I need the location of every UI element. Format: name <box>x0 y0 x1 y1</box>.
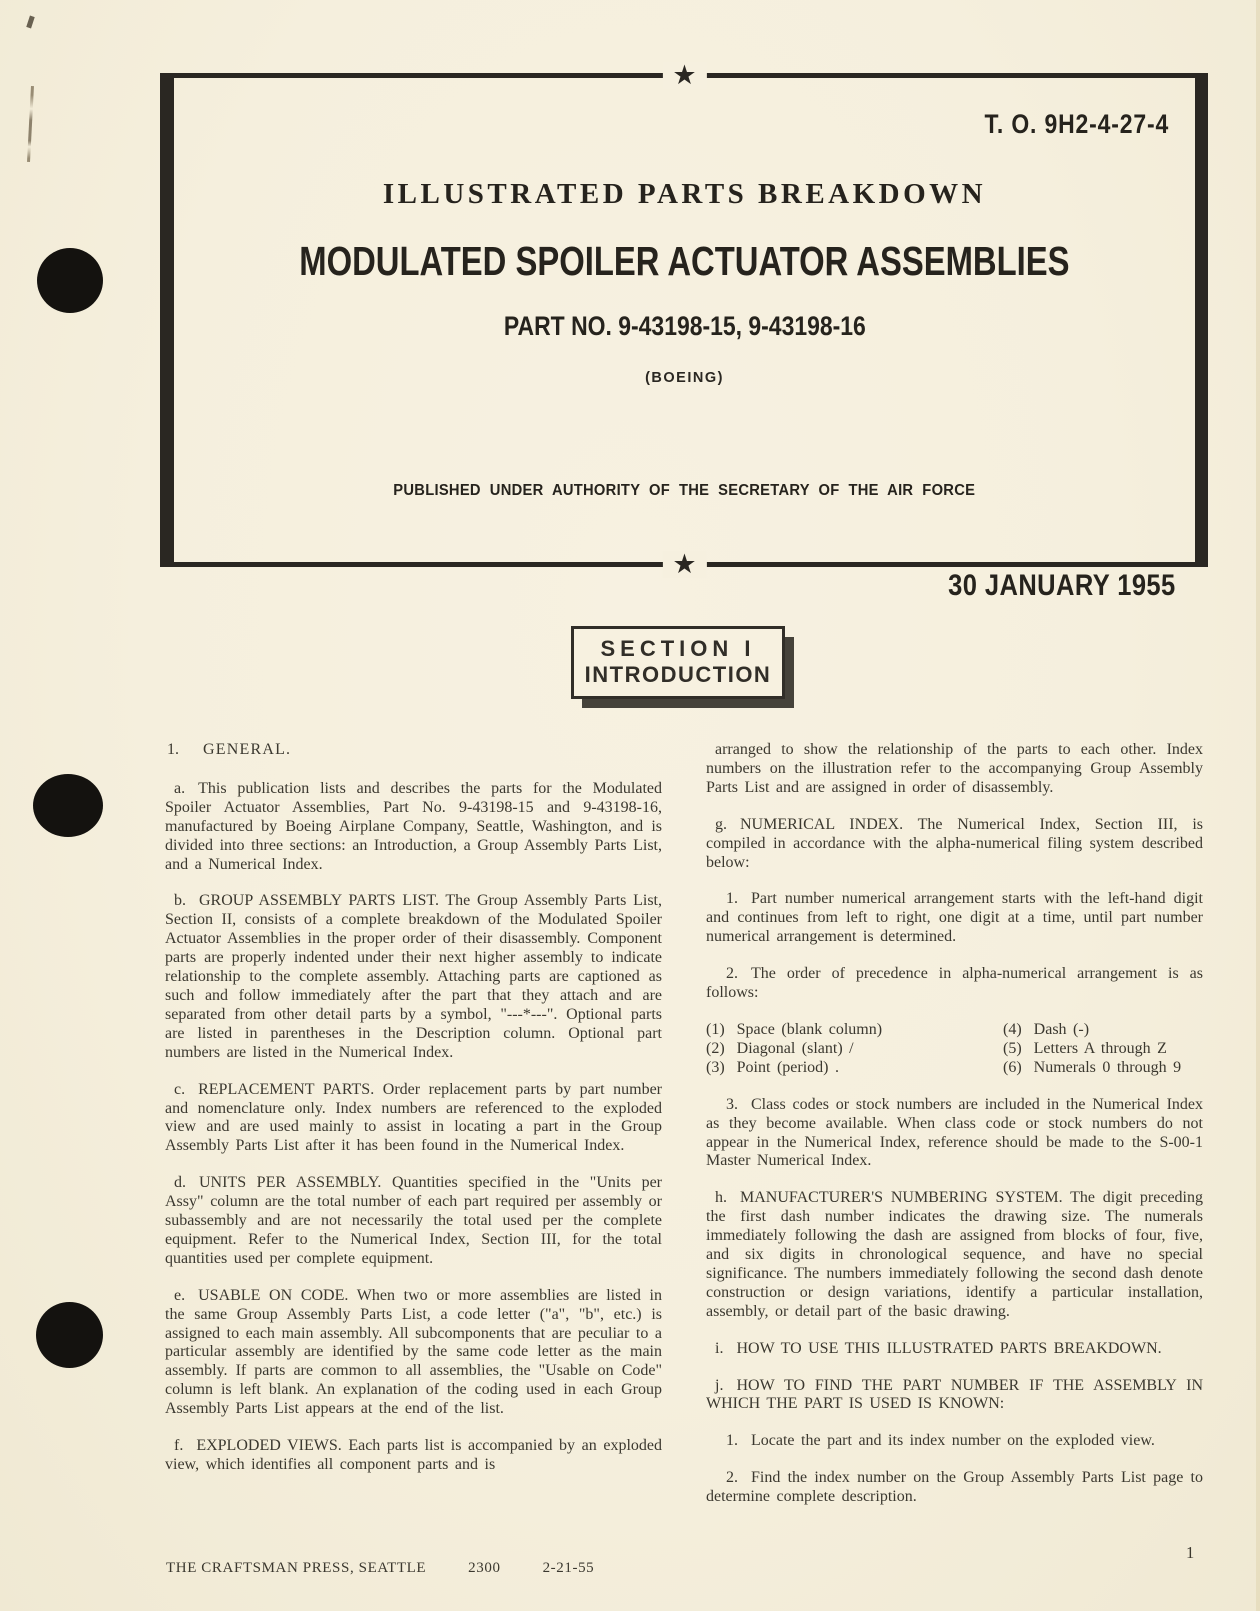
document-type-heading: ILLUSTRATED PARTS BREAKDOWN <box>382 178 987 210</box>
part-number-line: PART NO. 9-43198-15, 9-43198-16 <box>503 311 866 341</box>
manufacturer-line: (BOEING) <box>645 370 724 386</box>
punch-hole <box>36 1302 103 1368</box>
printer-code: 2300 <box>468 1560 501 1576</box>
section-banner <box>571 626 785 699</box>
paragraph: a. This publication lists and describes the parts for the Modulated Spoiler Actuator Assemblies, Part No. 9-43198-15 and 9-43198-16, manufactured by Boeing Airplane Company, Seattle, Washington, and is divided into three sections: an Introduction, a Group Assembly Parts List, and a Numerical Index. <box>165 779 662 873</box>
paragraph: f. EXPLODED VIEWS. Each parts list is accompanied by an exploded view, which identifies all component parts and is <box>165 1437 662 1473</box>
precedence-item: (1) Space (blank column) <box>706 1020 883 1038</box>
precedence-item: (4) Dash (-) <box>1003 1020 1090 1038</box>
paragraph: 2. The order of precedence in alpha-numerical arrangement is as follows: <box>706 965 1203 1002</box>
authority-line: PUBLISHED UNDER AUTHORITY OF THE SECRETARY OF THE AIR FORCE <box>393 482 976 499</box>
precedence-list <box>706 1021 1203 1078</box>
paragraph: b. GROUP ASSEMBLY PARTS LIST. The Group Assembly Parts List, Section II, consists of a complete breakdown of the Modulated Spoiler Actuator Assemblies in the proper order of their disassembly. Component parts are properly indented under their next higher assembly to indicate relationship to the complete assembly. Attaching parts are captioned as such and follow immediately after the part that they attach and are separated from other detail parts by a symbol, "---*---". Optional parts are listed in parentheses in the Description column. Optional part numbers are listed in the Numerical Index. <box>165 892 662 1061</box>
printer-line <box>166 1560 594 1577</box>
printer-name: THE CRAFTSMAN PRESS, SEATTLE <box>166 1560 427 1576</box>
section-banner-line1: SECTION I <box>600 636 756 661</box>
precedence-item: (2) Diagonal (slant) / <box>706 1039 854 1057</box>
paragraph: g. NUMERICAL INDEX. The Numerical Index, Section III, is compiled in accordance with the alpha-numerical filing system described below: <box>706 815 1203 871</box>
printer-date: 2-21-55 <box>542 1560 595 1576</box>
document-title: MODULATED SPOILER ACTUATOR ASSEMBLIES <box>299 238 1070 284</box>
right-column <box>706 741 1203 1525</box>
punch-hole <box>33 774 103 837</box>
paragraph-heading: 1. GENERAL. <box>167 741 292 758</box>
paragraph: 1. Part number numerical arrangement starts with the left-hand digit and continues from left to right, one digit at a time, until part number numerical arrangement is determined. <box>706 890 1203 946</box>
punch-hole <box>37 248 103 313</box>
publication-date: 30 JANUARY 1955 <box>948 569 1176 602</box>
paragraph: e. USABLE ON CODE. When two or more assemblies are listed in the same Group Assembly Parts List, a code letter ("a", "b", etc.) is assigned to each main assembly. All subcomponents that are peculiar to a particular assembly are identified by the same code letter as the main assembly. If parts are common to all assemblies, the "Usable on Code" column is left blank. An explanation of the coding used in each Group Assembly Parts List appears at the end of the list. <box>165 1286 662 1418</box>
title-block <box>160 60 1208 580</box>
precedence-item: (6) Numerals 0 through 9 <box>1003 1058 1182 1076</box>
paragraph: 1. Locate the part and its index number on the exploded view. <box>726 1432 1155 1450</box>
paragraph: 3. Class codes or stock numbers are included in the Numerical Index as they become available. When class code or stock numbers do not appear in the Numerical Index, reference should be made to the S-00-1 Master Numerical Index. <box>706 1095 1203 1170</box>
paragraph: 2. Find the index number on the Group Assembly Parts List page to determine complete description. <box>706 1469 1203 1506</box>
star-ornament-icon: ★ <box>662 62 706 89</box>
precedence-item: (5) Letters A through Z <box>1003 1039 1167 1057</box>
precedence-item: (3) Point (period) . <box>706 1058 839 1076</box>
paragraph-continuation: arranged to show the relationship of the parts to each other. Index numbers on the illustration refer to the accompanying Group Assembly Parts List and are assigned in order of disassembly. <box>706 741 1203 796</box>
paragraph: c. REPLACEMENT PARTS. Order replacement parts by part number and nomenclature only. Index numbers are referenced to the exploded view and are used mainly to assist in locating a part in the Group Assembly Parts List after it has been found in the Numerical Index. <box>165 1080 662 1155</box>
paragraph: j. HOW TO FIND THE PART NUMBER IF THE ASSEMBLY IN WHICH THE PART IS USED IS KNOWN: <box>706 1376 1203 1413</box>
scan-artifact <box>1256 0 1260 1611</box>
scan-artifact <box>27 86 34 162</box>
scan-artifact <box>26 16 34 29</box>
paragraph: h. MANUFACTURER'S NUMBERING SYSTEM. The digit preceding the first dash number indicates the drawing size. The numerals immediately following the dash are assigned from blocks of four, five, and six digits in chronological sequence, and have no special significance. The numbers immediately following the second dash denote construction or design variations, identify a particular installation, assembly, or detail part of the basic drawing. <box>706 1189 1203 1320</box>
page-number: 1 <box>1186 1543 1195 1562</box>
paragraph: i. HOW TO USE THIS ILLUSTRATED PARTS BREAKDOWN. <box>715 1339 1162 1357</box>
star-ornament-icon: ★ <box>662 551 706 578</box>
section-banner-line2: INTRODUCTION <box>584 662 772 687</box>
left-column <box>165 741 662 1493</box>
paragraph: d. UNITS PER ASSEMBLY. Quantities specified in the "Units per Assy" column are the total number of each part required per assembly or subassembly and are not necessarily the total used per the complete equipment. Refer to the Numerical Index, Section III, for the total quantities used per complete equipment. <box>165 1174 662 1267</box>
technical-order-number: T. O. 9H2-4-27-4 <box>984 109 1169 139</box>
